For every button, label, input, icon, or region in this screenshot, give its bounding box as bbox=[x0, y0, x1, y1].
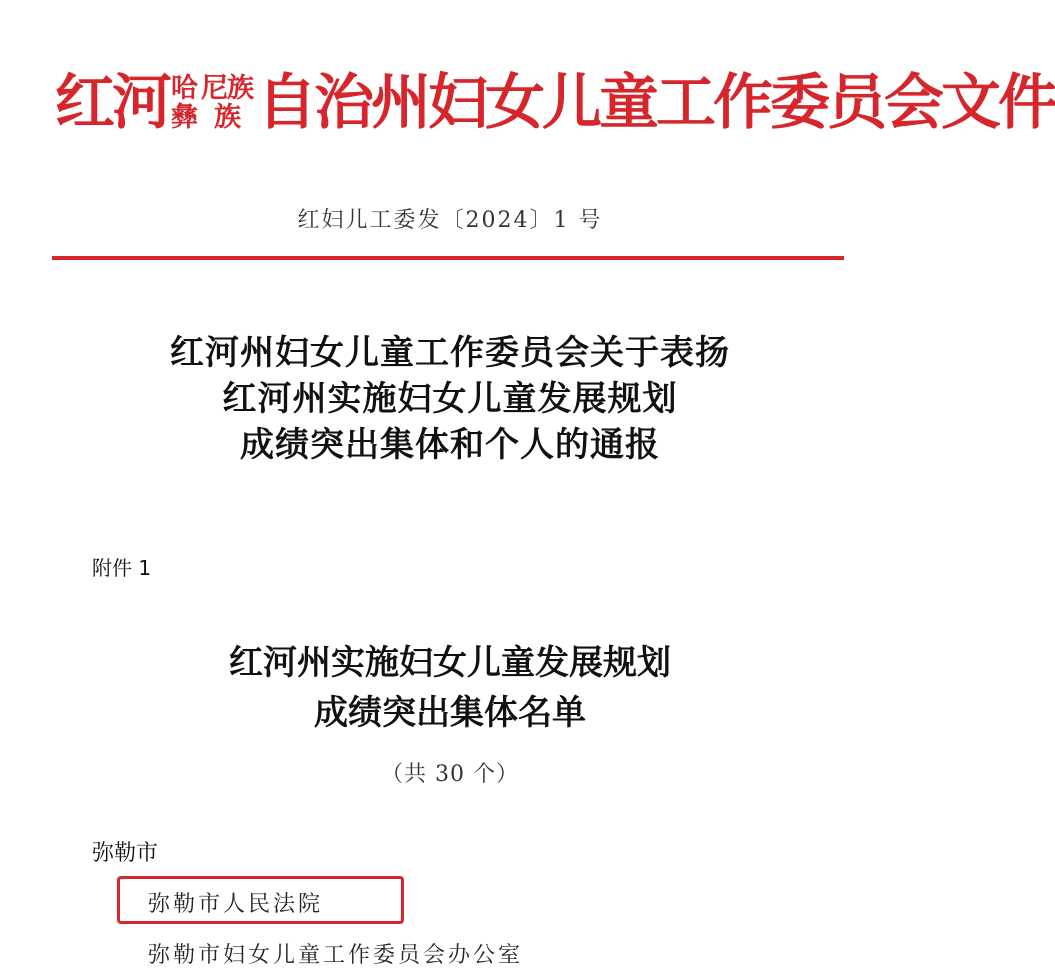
red-divider-line bbox=[52, 256, 844, 260]
collective-count: （共 30 个） bbox=[381, 762, 519, 787]
list-title-line: 成绩突出集体名单 bbox=[314, 693, 586, 733]
section-heading-mile-city: 弥勒市 bbox=[92, 841, 159, 866]
list-item: 弥勒市人民法院 bbox=[148, 892, 324, 917]
attachment-label: 附件 1 bbox=[92, 556, 152, 580]
document-number: 红妇儿工委发〔2024〕1 号 bbox=[297, 208, 603, 233]
notice-title-line: 红河州实施妇女儿童发展规划 bbox=[222, 379, 678, 419]
masthead-small-top-1: 哈 bbox=[171, 73, 197, 104]
masthead-small-bottom-1: 彝 bbox=[171, 102, 197, 133]
masthead-small-top-2: 尼族 bbox=[201, 73, 253, 104]
document-masthead bbox=[55, 58, 1055, 148]
masthead-part1: 红河 bbox=[55, 68, 169, 138]
masthead-ethnic-stack bbox=[171, 75, 253, 131]
notice-title-line: 红河州妇女儿童工作委员会关于表扬 bbox=[170, 333, 730, 373]
masthead-part2: 自治州妇女儿童工作委员会文件 bbox=[257, 68, 1055, 138]
list-title bbox=[0, 638, 900, 738]
masthead-small-bottom-2: 族 bbox=[214, 102, 240, 133]
notice-title-line: 成绩突出集体和个人的通报 bbox=[240, 425, 660, 465]
list-item: 弥勒市妇女儿童工作委员会办公室 bbox=[148, 943, 524, 968]
list-title-line: 红河州实施妇女儿童发展规划 bbox=[229, 643, 671, 683]
notice-title bbox=[0, 330, 900, 468]
